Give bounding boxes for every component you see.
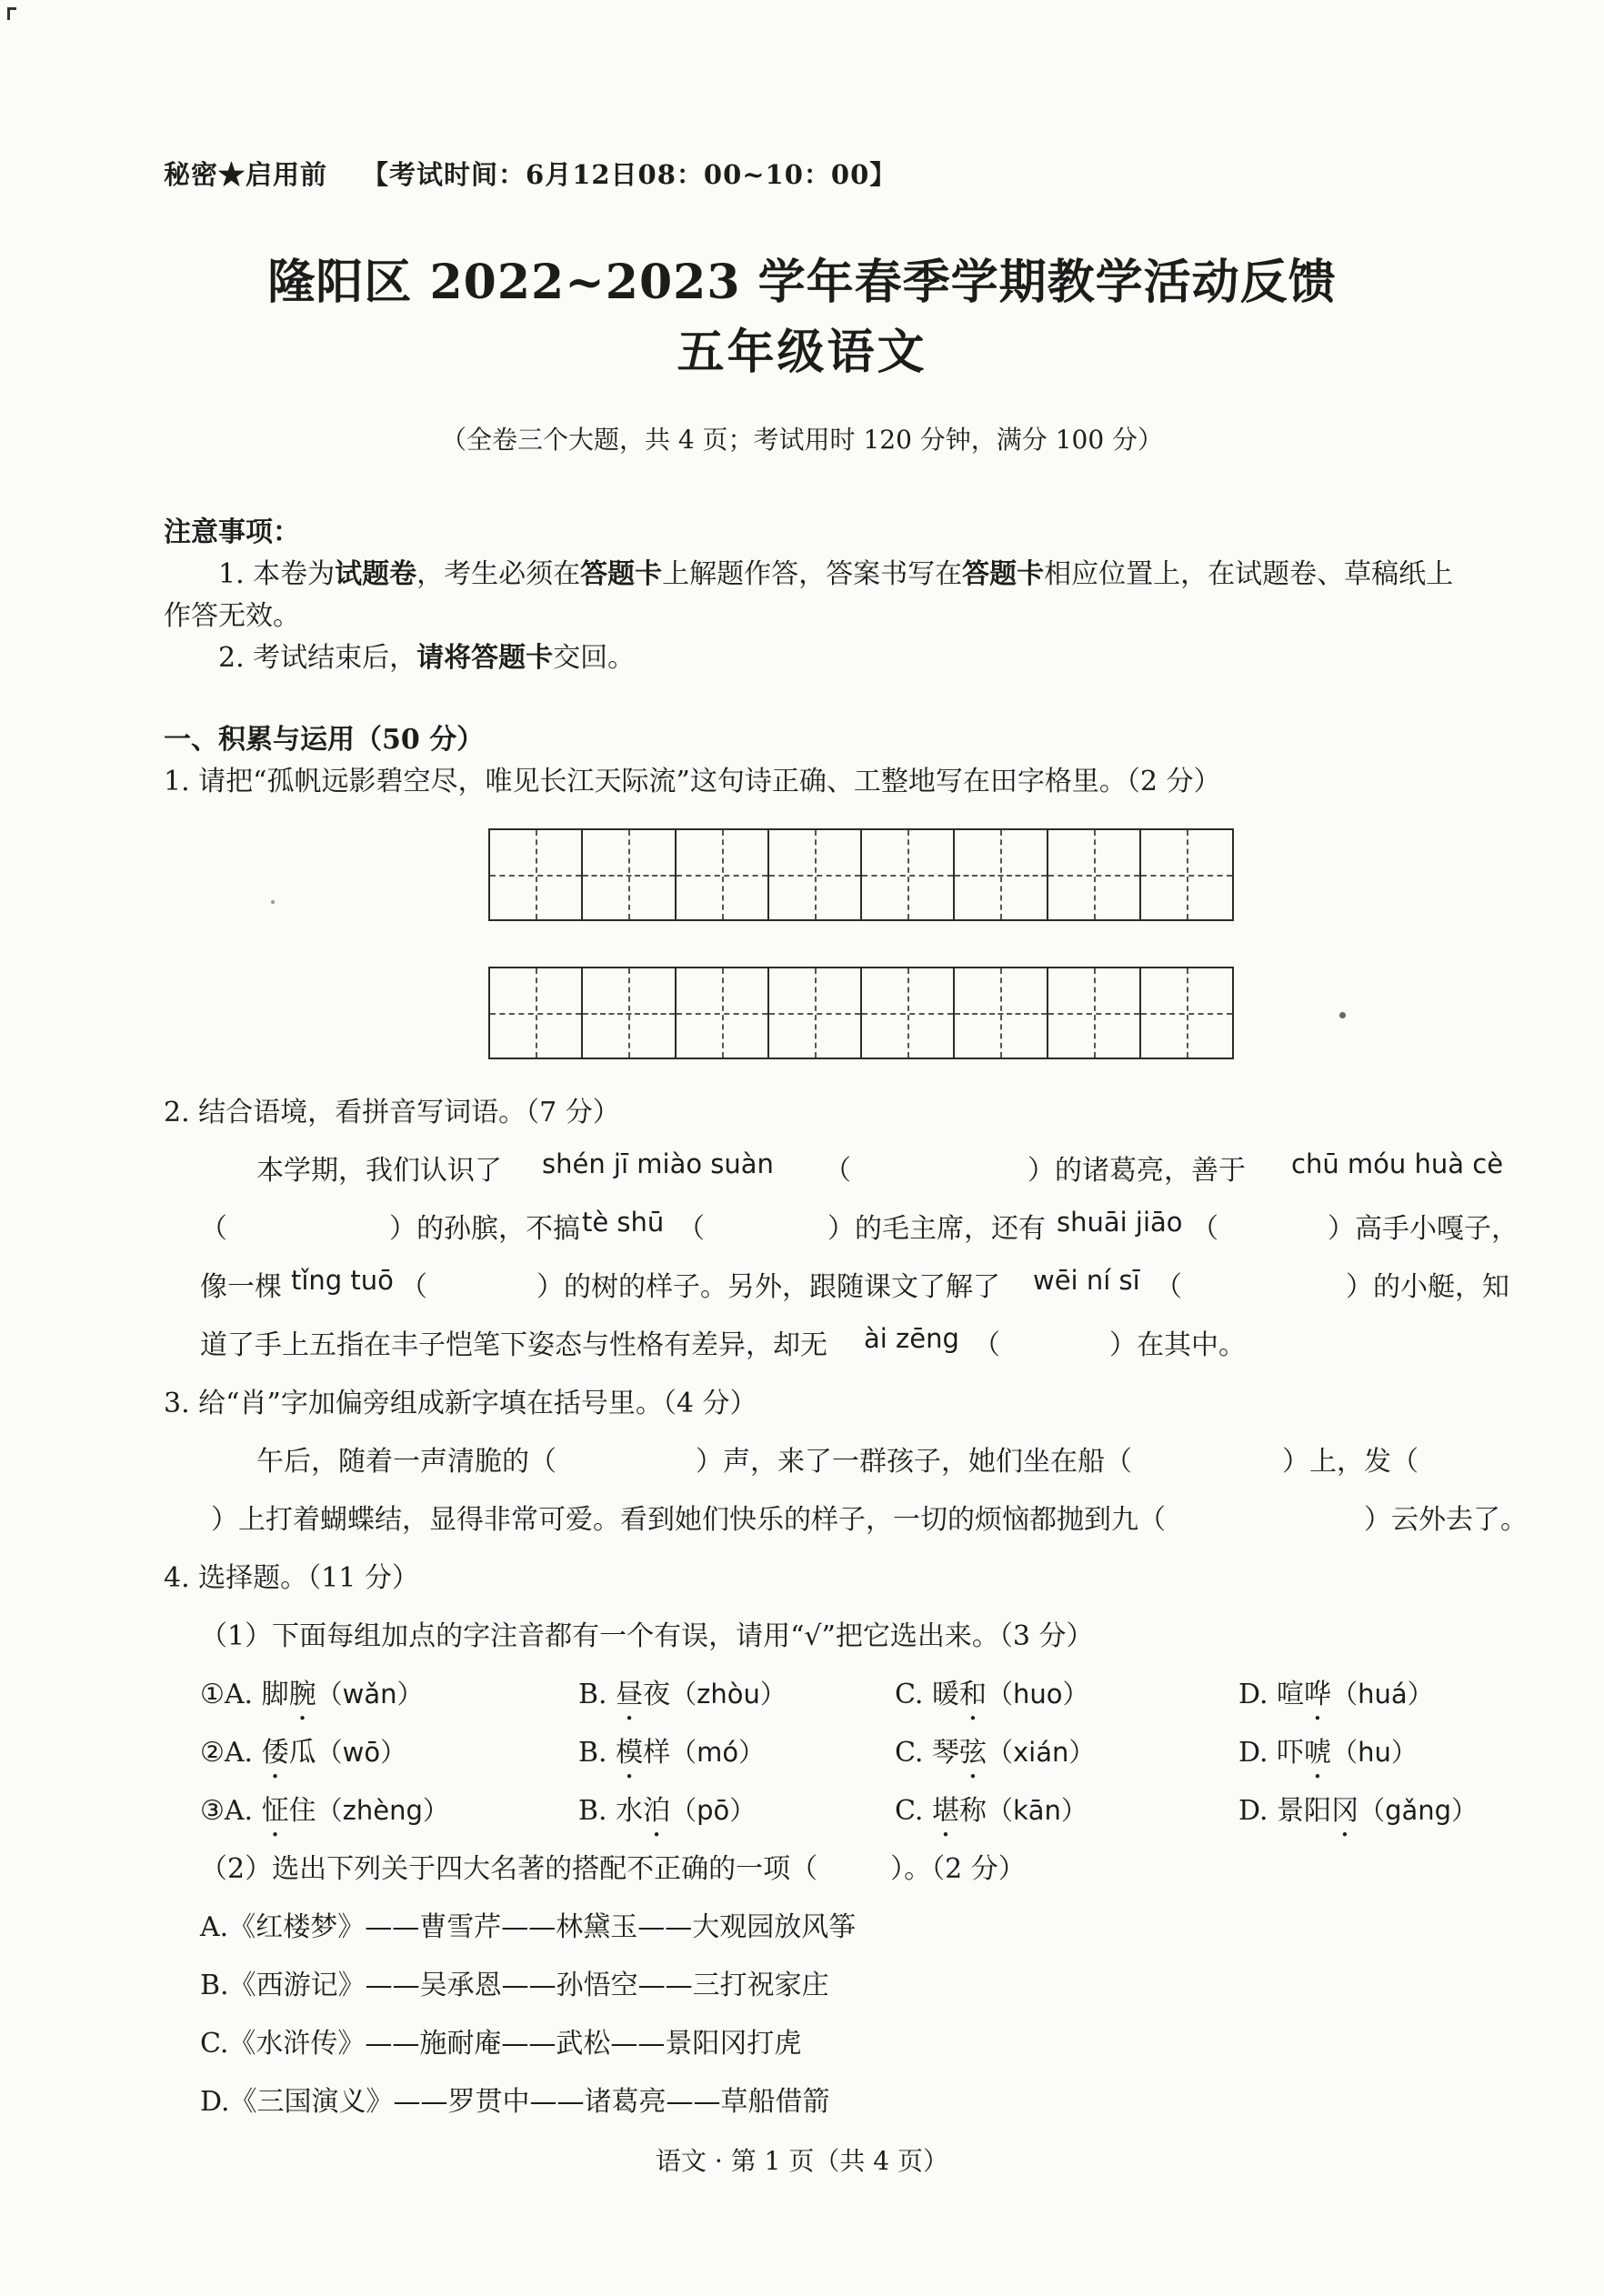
option-b[interactable] xyxy=(578,1788,756,1843)
option-label: B. xyxy=(578,1679,617,1710)
pinyin: wēi ní sī xyxy=(1033,1265,1140,1296)
choice-option-d[interactable]: D.《三国演义》——罗贯中——诸葛亮——草船借箭 xyxy=(200,2086,830,2118)
question-4-title: 4. 选择题。（11 分） xyxy=(164,1562,419,1594)
option-d[interactable] xyxy=(1238,1671,1434,1727)
question-3-title: 3. 给“肖”字加偏旁组成新字填在括号里。（4 分） xyxy=(164,1388,757,1419)
tianzige-cell[interactable] xyxy=(583,968,676,1058)
option-label: ①A. xyxy=(200,1679,262,1710)
option-char: 夜 xyxy=(643,1679,671,1710)
exam-header-line xyxy=(164,155,897,192)
option-a[interactable] xyxy=(200,1788,449,1843)
pinyin: （kān） xyxy=(986,1795,1088,1826)
pinyin: （pō） xyxy=(670,1795,757,1826)
q2-line-4a: 道了手上五指在丰子恺笔下姿态与性格有差异，却无 xyxy=(200,1329,827,1361)
scan-speck xyxy=(1339,1012,1346,1018)
q2-line-2a: ）的孙膑，不搞 xyxy=(389,1213,580,1245)
option-char: 称 xyxy=(958,1795,987,1827)
notes-text: 相应位置上，在试题卷、草稿纸上 xyxy=(1044,558,1454,590)
pinyin: tǐng tuō xyxy=(291,1265,394,1296)
tianzige-cell[interactable] xyxy=(862,968,955,1058)
notes-emphasis: 请将答题卡 xyxy=(416,642,554,674)
tianzige-cell[interactable] xyxy=(769,830,862,919)
tianzige-cell[interactable] xyxy=(583,830,676,919)
notes-item-1-cont: 作答无效。 xyxy=(164,600,300,632)
dotted-char: 堪 xyxy=(931,1795,959,1827)
notes-text: 交回。 xyxy=(553,642,636,674)
option-a[interactable] xyxy=(200,1671,424,1727)
dotted-char: 泊 xyxy=(643,1795,671,1827)
blank-bracket: （ xyxy=(1155,1271,1182,1303)
option-b[interactable] xyxy=(578,1730,765,1785)
choice-option-c[interactable]: C.《水浒传》——施耐庵——武松——景阳冈打虎 xyxy=(200,2028,802,2060)
pinyin: chū móu huà cè xyxy=(1291,1148,1504,1179)
tianzige-cell[interactable] xyxy=(1048,968,1141,1058)
option-char: 住 xyxy=(288,1795,316,1827)
option-c[interactable] xyxy=(895,1730,1095,1785)
section-heading: 一、积累与运用（50 分） xyxy=(164,724,485,756)
option-char: 脚 xyxy=(261,1679,289,1710)
dotted-char: 模 xyxy=(616,1737,644,1769)
q2-line-2c: ）高手小嘎子， xyxy=(1328,1213,1519,1245)
q2-line-1b: ）的诸葛亮，善于 xyxy=(1028,1155,1246,1187)
q4-sub-2-text: ）。（2 分） xyxy=(890,1853,1026,1885)
option-d[interactable] xyxy=(1238,1730,1418,1785)
option-label: C. 暖 xyxy=(895,1679,959,1710)
option-c[interactable] xyxy=(895,1788,1088,1843)
q2-line-1a: 本学期，我们认识了 xyxy=(256,1155,502,1187)
q2-line-2b: ）的毛主席，还有 xyxy=(827,1213,1046,1245)
q2-line-3b: ）的树的样子。另外，跟随课文了解了 xyxy=(536,1271,1000,1303)
q4-sub-2-text: （2）选出下列关于四大名著的搭配不正确的一项（ xyxy=(200,1853,818,1885)
pinyin: （xián） xyxy=(986,1737,1096,1768)
blank-bracket: （ xyxy=(973,1329,1000,1361)
confidential-label: 秘密★启用前 xyxy=(164,159,328,190)
option-label: C. 琴 xyxy=(895,1737,959,1769)
exam-title: 隆阳区 2022~2023 学年春季学期教学活动反馈 xyxy=(267,255,1337,310)
option-label: D. 吓 xyxy=(1238,1737,1305,1769)
notes-text: 上解题作答，答案书写在 xyxy=(662,558,963,590)
scan-speck xyxy=(271,900,275,904)
pinyin: （hu） xyxy=(1331,1737,1418,1768)
blank-bracket: （ xyxy=(824,1155,851,1187)
q4-sub-1: （1）下面每组加点的字注音都有一个有误，请用“√”把它选出来。（3 分） xyxy=(200,1620,1094,1652)
exam-time: 【考试时间：6月12日08：00~10：00】 xyxy=(362,159,897,190)
q2-line-3c: ）的小艇，知 xyxy=(1346,1271,1509,1303)
pinyin: （gǎng） xyxy=(1358,1795,1479,1826)
notes-item-2 xyxy=(218,635,635,675)
dotted-char: 倭 xyxy=(261,1737,289,1769)
option-label: D. 景阳 xyxy=(1238,1795,1332,1827)
notes-text: ，考生必须在 xyxy=(416,558,581,590)
question-2-title: 2. 结合语境，看拼音写词语。（7 分） xyxy=(164,1097,620,1128)
q3-line-1a: 午后，随着一声清脆的（ xyxy=(256,1446,556,1478)
dotted-char: 腕 xyxy=(288,1679,316,1710)
tianzige-cell[interactable] xyxy=(677,968,769,1058)
dotted-char: 唬 xyxy=(1304,1737,1332,1769)
q3-line-1c: ）上，发（ xyxy=(1282,1446,1419,1478)
notes-text: 1. 本卷为 xyxy=(218,558,336,590)
option-d[interactable] xyxy=(1238,1788,1478,1843)
tianzige-cell[interactable] xyxy=(677,830,769,919)
tianzige-row-2[interactable] xyxy=(488,967,1234,1059)
notes-text: 2. 考试结束后， xyxy=(218,642,417,674)
blank-bracket: （ xyxy=(677,1213,705,1245)
option-label: B. xyxy=(578,1737,617,1769)
tianzige-cell[interactable] xyxy=(955,830,1048,919)
pinyin: shén jī miào suàn xyxy=(542,1148,774,1179)
tianzige-cell[interactable] xyxy=(1048,830,1141,919)
tianzige-cell[interactable] xyxy=(862,830,955,919)
pinyin: （huá） xyxy=(1331,1679,1434,1709)
q3-line-2a: ）上打着蝴蝶结，显得非常可爱。看到她们快乐的样子，一切的烦恼都抛到九（ xyxy=(211,1504,1166,1536)
dotted-char: 弦 xyxy=(958,1737,987,1769)
dotted-char: 冈 xyxy=(1331,1795,1359,1827)
exam-info: （全卷三个大题，共 4 页；考试用时 120 分钟，满分 100 分） xyxy=(440,425,1164,455)
dotted-char: 哗 xyxy=(1304,1679,1332,1710)
tianzige-cell[interactable] xyxy=(490,830,583,919)
dotted-char: 昼 xyxy=(616,1679,644,1710)
dotted-char: 和 xyxy=(958,1679,987,1710)
option-char: 瓜 xyxy=(288,1737,316,1769)
tianzige-cell[interactable] xyxy=(1141,830,1232,919)
notes-item-1 xyxy=(218,551,1453,591)
option-c[interactable] xyxy=(895,1671,1088,1727)
notes-emphasis: 答题卡 xyxy=(580,558,663,590)
pinyin: ài zēng xyxy=(864,1323,959,1354)
option-label: D. 喧 xyxy=(1238,1679,1305,1710)
pinyin: （wō） xyxy=(316,1737,407,1768)
tianzige-cell[interactable] xyxy=(490,968,583,1058)
pinyin: tè shū xyxy=(582,1207,665,1238)
option-b[interactable] xyxy=(578,1671,787,1727)
option-label: B. 水 xyxy=(578,1795,644,1827)
tianzige-cell[interactable] xyxy=(769,968,862,1058)
q3-line-1b: ）声，来了一群孩子，她们坐在船（ xyxy=(696,1446,1132,1478)
option-label: C. xyxy=(895,1795,932,1827)
blank-bracket: （ xyxy=(200,1213,227,1245)
pinyin: （zhòu） xyxy=(670,1679,787,1709)
q4-sub-2 xyxy=(200,1846,1026,1886)
question-1: 1. 请把“孤帆远影碧空尽，唯见长江天际流”这句诗正确、工整地写在田字格里。（2 分） xyxy=(164,766,1221,797)
tianzige-cell[interactable] xyxy=(955,968,1048,1058)
notes-heading: 注意事项： xyxy=(164,516,300,548)
q2-line-3a: 像一棵 xyxy=(200,1271,282,1303)
pinyin: （wǎn） xyxy=(316,1679,424,1709)
scan-mark xyxy=(7,7,10,20)
page-footer: 语文 · 第 1 页（共 4 页） xyxy=(656,2146,948,2176)
option-a[interactable] xyxy=(200,1730,406,1785)
notes-emphasis: 答题卡 xyxy=(962,558,1045,590)
pinyin: shuāi jiāo xyxy=(1057,1207,1183,1238)
option-label: ②A. xyxy=(200,1737,262,1769)
option-char: 样 xyxy=(643,1737,671,1769)
q2-line-4b: ）在其中。 xyxy=(1109,1329,1246,1361)
choice-option-a[interactable]: A.《红楼梦》——曹雪芹——林黛玉——大观园放风筝 xyxy=(200,1911,857,1943)
choice-option-b[interactable]: B.《西游记》——吴承恩——孙悟空——三打祝家庄 xyxy=(200,1970,829,2001)
pinyin: （huo） xyxy=(986,1679,1089,1709)
dotted-char: 怔 xyxy=(261,1795,289,1827)
pinyin: （zhèng） xyxy=(316,1795,449,1826)
tianzige-row-1[interactable] xyxy=(488,828,1234,921)
option-label: ③A. xyxy=(200,1795,262,1827)
q3-line-2b: ）云外去了。 xyxy=(1364,1504,1528,1536)
notes-emphasis: 试题卷 xyxy=(335,558,417,590)
tianzige-cell[interactable] xyxy=(1141,968,1232,1058)
blank-bracket: （ xyxy=(1191,1213,1218,1245)
exam-subtitle: 五年级语文 xyxy=(677,325,927,380)
blank-bracket: （ xyxy=(400,1271,427,1303)
pinyin: （mó） xyxy=(670,1737,766,1768)
